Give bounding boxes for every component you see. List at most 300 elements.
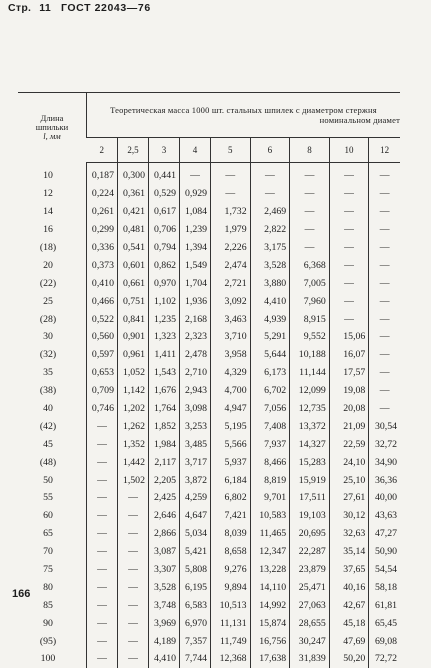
mass-cell: 6,970 [180, 614, 211, 632]
mass-cell: 7,005 [290, 274, 330, 292]
table-row [18, 364, 400, 382]
mass-cell: 0,541 [117, 239, 148, 257]
mass-cell: 42,67 [329, 596, 369, 614]
mass-cell: 2,323 [180, 328, 211, 346]
mass-cell: 15,874 [250, 614, 290, 632]
table-row [18, 507, 400, 525]
mass-cell: — [329, 221, 369, 239]
mass-cell: 2,943 [180, 382, 211, 400]
length-cell: 85 [43, 599, 53, 611]
mass-cell: — [329, 239, 369, 257]
mass-cell: — [369, 382, 400, 400]
mass-cell: — [369, 292, 400, 310]
length-cell: 10 [43, 170, 53, 182]
mass-cell: 2,168 [180, 310, 211, 328]
table-row [18, 382, 400, 400]
mass-cell: 8,039 [211, 525, 251, 543]
mass-cell: 5,291 [250, 328, 290, 346]
mass-cell: 3,872 [180, 471, 211, 489]
length-cell: 70 [43, 546, 53, 558]
mass-cell: — [369, 400, 400, 418]
mass-cell: — [117, 578, 148, 596]
diameter-header-cell: 3 [148, 138, 179, 163]
mass-cell: 17,57 [329, 364, 369, 382]
mass-cell: 4,647 [180, 507, 211, 525]
table-row [18, 650, 400, 668]
mass-cell: 4,189 [148, 632, 179, 650]
length-cell: (48) [39, 456, 57, 468]
mass-cell: — [86, 543, 117, 561]
mass-cell: — [369, 239, 400, 257]
table-row [18, 614, 400, 632]
mass-cell: 5,034 [180, 525, 211, 543]
table-row [18, 400, 400, 418]
mass-cell: 0,466 [86, 292, 117, 310]
mass-cell: 1,394 [180, 239, 211, 257]
mass-cell: — [211, 185, 251, 203]
length-cell: (18) [39, 242, 57, 253]
diameter-header-cell: 2 [86, 138, 117, 163]
table-row [18, 471, 400, 489]
mass-cell: — [117, 525, 148, 543]
mass-cell: 0,929 [180, 185, 211, 203]
mass-cell: 9,701 [250, 489, 290, 507]
mass-cell: 12,368 [211, 650, 251, 668]
mass-cell: 2,478 [180, 346, 211, 364]
length-cell: (38) [39, 385, 57, 397]
mass-cell: 1,936 [180, 292, 211, 310]
mass-cell: — [329, 256, 369, 274]
length-cell: 12 [43, 188, 53, 200]
mass-cell: 22,59 [329, 435, 369, 453]
mass-cell: 0,961 [117, 346, 148, 364]
mass-cell: 32,72 [369, 435, 400, 453]
length-cell: 40 [43, 403, 53, 415]
mass-cell: — [86, 561, 117, 579]
length-cell: 75 [43, 564, 53, 576]
mass-cell: — [369, 203, 400, 221]
mass-cell: 69,08 [369, 632, 400, 650]
mass-cell: 8,915 [290, 310, 330, 328]
mass-cell: 10,583 [250, 507, 290, 525]
length-cell: 45 [43, 438, 53, 450]
length-cell: (42) [39, 420, 57, 432]
mass-cell: — [329, 163, 369, 185]
mass-cell: 12,347 [250, 543, 290, 561]
page-header [8, 2, 151, 24]
mass-cell: 0,410 [86, 274, 117, 292]
mass-cell: 0,481 [117, 221, 148, 239]
mass-cell: 31,839 [290, 650, 330, 668]
table-row [18, 578, 400, 596]
mass-cell: 72,72 [369, 650, 400, 668]
diameter-header-cell: 5 [211, 138, 251, 163]
mass-cell: 2,117 [148, 453, 179, 471]
mass-cell: 4,259 [180, 489, 211, 507]
mass-cell: 0,617 [148, 203, 179, 221]
mass-cell: — [369, 256, 400, 274]
length-cell: 35 [43, 367, 53, 379]
mass-cell: 6,702 [250, 382, 290, 400]
mass-cell: 11,749 [211, 632, 251, 650]
mass-cell: 1,202 [117, 400, 148, 418]
mass-cell: — [86, 632, 117, 650]
mass-cell: 7,937 [250, 435, 290, 453]
mass-cell: 0,224 [86, 185, 117, 203]
mass-cell: 2,721 [211, 274, 251, 292]
mass-cell: 5,195 [211, 417, 251, 435]
mass-cell: 15,283 [290, 453, 330, 471]
mass-cell: 27,063 [290, 596, 330, 614]
mass-cell: 2,205 [148, 471, 179, 489]
mass-cell: 3,463 [211, 310, 251, 328]
mass-cell: 3,092 [211, 292, 251, 310]
mass-cell: — [117, 507, 148, 525]
mass-cell: 15,919 [290, 471, 330, 489]
mass-cell: — [290, 221, 330, 239]
mass-cell: 0,361 [117, 185, 148, 203]
mass-cell: 0,841 [117, 310, 148, 328]
mass-cell: 3,098 [180, 400, 211, 418]
mass-cell: 0,601 [117, 256, 148, 274]
mass-cell: 0,597 [86, 346, 117, 364]
mass-cell: 0,560 [86, 328, 117, 346]
length-cell: 20 [43, 259, 53, 271]
mass-cell: 0,970 [148, 274, 179, 292]
diameter-header-cell: 12 [369, 138, 400, 163]
mass-cell: 36,36 [369, 471, 400, 489]
mass-cell: 20,695 [290, 525, 330, 543]
mass-cell: 19,103 [290, 507, 330, 525]
mass-cell: 32,63 [329, 525, 369, 543]
mass-cell: 34,90 [369, 453, 400, 471]
mass-cell: 3,958 [211, 346, 251, 364]
mass-cell: 0,300 [117, 163, 148, 185]
mass-cell: 40,00 [369, 489, 400, 507]
length-cell: 100 [40, 653, 56, 665]
mass-cell: 1,239 [180, 221, 211, 239]
mass-cell: 6,195 [180, 578, 211, 596]
mass-cell: 0,187 [86, 163, 117, 185]
mass-cell: 0,794 [148, 239, 179, 257]
table-row [18, 453, 400, 471]
table-row [18, 256, 400, 274]
mass-cell: — [86, 525, 117, 543]
page-number-top: 11 [39, 2, 51, 14]
mass-cell: — [250, 163, 290, 185]
mass-cell: 13,228 [250, 561, 290, 579]
mass-cell: 16,756 [250, 632, 290, 650]
mass-cell: 0,261 [86, 203, 117, 221]
mass-cell: 1,442 [117, 453, 148, 471]
mass-cell: — [290, 203, 330, 221]
table-row [18, 417, 400, 435]
table-row [18, 543, 400, 561]
mass-cell: 1,235 [148, 310, 179, 328]
table-row [18, 632, 400, 650]
table-row [18, 221, 400, 239]
mass-cell: 17,638 [250, 650, 290, 668]
mass-cell: 2,710 [180, 364, 211, 382]
mass-cell: 5,421 [180, 543, 211, 561]
mass-cell: 3,485 [180, 435, 211, 453]
mass-cell: — [86, 507, 117, 525]
mass-cell: 24,10 [329, 453, 369, 471]
diameter-header-cell: 4 [180, 138, 211, 163]
mass-cell: 1,352 [117, 435, 148, 453]
mass-cell: 3,307 [148, 561, 179, 579]
mass-table [18, 92, 400, 668]
mass-cell: 8,819 [250, 471, 290, 489]
mass-cell: 1,502 [117, 471, 148, 489]
mass-cell: 10,188 [290, 346, 330, 364]
mass-cell: — [369, 364, 400, 382]
mass-cell: 9,552 [290, 328, 330, 346]
mass-cell: 6,173 [250, 364, 290, 382]
length-cell: 55 [43, 492, 53, 504]
mass-cell: 30,54 [369, 417, 400, 435]
diameter-header-cell: 6 [250, 138, 290, 163]
mass-cell: — [117, 489, 148, 507]
mass-cell: 7,056 [250, 400, 290, 418]
mass-cell: 11,465 [250, 525, 290, 543]
mass-cell: 0,706 [148, 221, 179, 239]
mass-cell: — [180, 163, 211, 185]
mass-cell: 28,655 [290, 614, 330, 632]
mass-cell: 65,45 [369, 614, 400, 632]
mass-cell: 9,276 [211, 561, 251, 579]
mass-cell: 4,410 [250, 292, 290, 310]
table-row [18, 435, 400, 453]
mass-cell: 1,084 [180, 203, 211, 221]
mass-cell: — [117, 632, 148, 650]
mass-cell: 1,852 [148, 417, 179, 435]
table-row [18, 203, 400, 221]
mass-cell: 2,822 [250, 221, 290, 239]
mass-cell: — [86, 578, 117, 596]
length-cell: (95) [39, 635, 57, 647]
mass-cell: 47,69 [329, 632, 369, 650]
mass-cell: — [290, 239, 330, 257]
mass-cell: 0,441 [148, 163, 179, 185]
page-label: Стр. [8, 2, 32, 14]
length-cell: 65 [43, 528, 53, 540]
mass-cell: 1,262 [117, 417, 148, 435]
mass-cell: 6,368 [290, 256, 330, 274]
mass-cell: 43,63 [369, 507, 400, 525]
mass-cell: 2,425 [148, 489, 179, 507]
mass-cell: 0,653 [86, 364, 117, 382]
mass-cell: 0,373 [86, 256, 117, 274]
mass-cell: — [250, 185, 290, 203]
length-cell: 50 [43, 474, 53, 486]
mass-cell: 3,253 [180, 417, 211, 435]
mass-cell: 7,421 [211, 507, 251, 525]
mass-cell: — [369, 185, 400, 203]
mass-cell: 12,735 [290, 400, 330, 418]
mass-cell: 1,764 [148, 400, 179, 418]
mass-cell: 14,110 [250, 578, 290, 596]
mass-cell: 6,184 [211, 471, 251, 489]
mass-cell: 5,808 [180, 561, 211, 579]
mass-cell: — [86, 489, 117, 507]
mass-cell: 0,901 [117, 328, 148, 346]
length-column-header: Длина шпильки l, мм [18, 93, 86, 163]
table-row [18, 489, 400, 507]
page-number-bottom: 166 [12, 588, 31, 600]
table-row [18, 525, 400, 543]
length-cell: 60 [43, 510, 53, 522]
mass-cell: 1,142 [117, 382, 148, 400]
mass-cell: 4,329 [211, 364, 251, 382]
mass-cell: 61,81 [369, 596, 400, 614]
mass-cell: 25,10 [329, 471, 369, 489]
mass-cell: 0,862 [148, 256, 179, 274]
mass-cell: 14,992 [250, 596, 290, 614]
mass-cell: 1,984 [148, 435, 179, 453]
length-cell: 80 [43, 581, 53, 593]
mass-cell: 4,939 [250, 310, 290, 328]
mass-cell: 9,894 [211, 578, 251, 596]
mass-cell: 6,583 [180, 596, 211, 614]
mass-cell: 1,323 [148, 328, 179, 346]
mass-cell: 4,700 [211, 382, 251, 400]
mass-cell: 58,18 [369, 578, 400, 596]
mass-cell: 0,661 [117, 274, 148, 292]
mass-cell: 17,511 [290, 489, 330, 507]
length-cell: 90 [43, 617, 53, 629]
mass-cell: 37,65 [329, 561, 369, 579]
length-cell: 30 [43, 331, 53, 343]
mass-cell: 3,528 [250, 256, 290, 274]
mass-cell: — [86, 453, 117, 471]
mass-cell: 1,411 [148, 346, 179, 364]
mass-cell: 23,879 [290, 561, 330, 579]
mass-cell: 30,247 [290, 632, 330, 650]
mass-cell: 50,90 [369, 543, 400, 561]
mass-cell: — [369, 221, 400, 239]
mass-cell: — [369, 346, 400, 364]
mass-cell: 20,08 [329, 400, 369, 418]
table-body [18, 163, 400, 668]
length-cell: (22) [39, 277, 57, 289]
mass-cell: 7,960 [290, 292, 330, 310]
mass-cell: 7,357 [180, 632, 211, 650]
mass-cell: — [86, 435, 117, 453]
table-row [18, 596, 400, 614]
mass-cell: — [117, 561, 148, 579]
table-row [18, 292, 400, 310]
mass-cell: 13,372 [290, 417, 330, 435]
mass-cell: 40,16 [329, 578, 369, 596]
mass-cell: 10,513 [211, 596, 251, 614]
mass-cell: 0,522 [86, 310, 117, 328]
mass-cell: 1,676 [148, 382, 179, 400]
table-row [18, 561, 400, 579]
mass-cell: 1,732 [211, 203, 251, 221]
table-row [18, 185, 400, 203]
mass-cell: 3,528 [148, 578, 179, 596]
mass-cell: 21,09 [329, 417, 369, 435]
mass-cell: — [329, 185, 369, 203]
mass-cell: 0,299 [86, 221, 117, 239]
mass-cell: — [86, 417, 117, 435]
diameter-header-cell: 2,5 [117, 138, 148, 163]
mass-cell: — [117, 650, 148, 668]
length-cell: 14 [43, 206, 53, 218]
table-row [18, 310, 400, 328]
mass-cell: 50,20 [329, 650, 369, 668]
mass-cell: 25,471 [290, 578, 330, 596]
mass-cell: — [117, 543, 148, 561]
table-row [18, 328, 400, 346]
mass-cell: 2,226 [211, 239, 251, 257]
mass-cell: 1,979 [211, 221, 251, 239]
mass-cell: — [86, 650, 117, 668]
mass-cell: — [290, 163, 330, 185]
mass-cell: — [117, 614, 148, 632]
mass-cell: — [211, 163, 251, 185]
mass-cell: — [329, 310, 369, 328]
length-cell: (32) [39, 349, 57, 361]
mass-cell: 11,144 [290, 364, 330, 382]
mass-cell: 1,549 [180, 256, 211, 274]
mass-cell: 6,802 [211, 489, 251, 507]
table-row [18, 163, 400, 185]
mass-cell: 54,54 [369, 561, 400, 579]
mass-cell: 0,336 [86, 239, 117, 257]
length-cell: 16 [43, 224, 53, 236]
table-row [18, 239, 400, 257]
standard-code: ГОСТ 22043—76 [60, 2, 151, 14]
mass-cell: 1,704 [180, 274, 211, 292]
mass-cell: 1,102 [148, 292, 179, 310]
mass-cell: 5,644 [250, 346, 290, 364]
mass-cell: 3,880 [250, 274, 290, 292]
length-cell: (28) [39, 313, 57, 325]
mass-cell: 5,937 [211, 453, 251, 471]
mass-cell: 27,61 [329, 489, 369, 507]
mass-cell: 11,131 [211, 614, 251, 632]
mass-cell: 3,969 [148, 614, 179, 632]
mass-cell: 35,14 [329, 543, 369, 561]
mass-cell: — [329, 292, 369, 310]
mass-cell: 3,748 [148, 596, 179, 614]
mass-cell: 47,27 [369, 525, 400, 543]
mass-cell: 14,327 [290, 435, 330, 453]
mass-cell: 2,646 [148, 507, 179, 525]
mass-cell: — [369, 310, 400, 328]
mass-cell: 30,12 [329, 507, 369, 525]
mass-cell: 0,709 [86, 382, 117, 400]
mass-cell: — [86, 471, 117, 489]
table-row [18, 274, 400, 292]
mass-cell: 3,710 [211, 328, 251, 346]
table-row [18, 346, 400, 364]
mass-cell: 8,658 [211, 543, 251, 561]
mass-cell: — [369, 274, 400, 292]
mass-cell: 15,06 [329, 328, 369, 346]
mass-cell: — [86, 614, 117, 632]
mass-group-header: Теоретическая масса 1000 шт. стальных шпилек с диаметром стержня номинальном диамет [86, 93, 400, 138]
mass-cell: 7,408 [250, 417, 290, 435]
mass-cell: — [86, 596, 117, 614]
diameter-header-cell: 10 [329, 138, 369, 163]
mass-cell: — [117, 596, 148, 614]
mass-cell: 0,421 [117, 203, 148, 221]
mass-cell: 4,410 [148, 650, 179, 668]
mass-cell: — [329, 274, 369, 292]
